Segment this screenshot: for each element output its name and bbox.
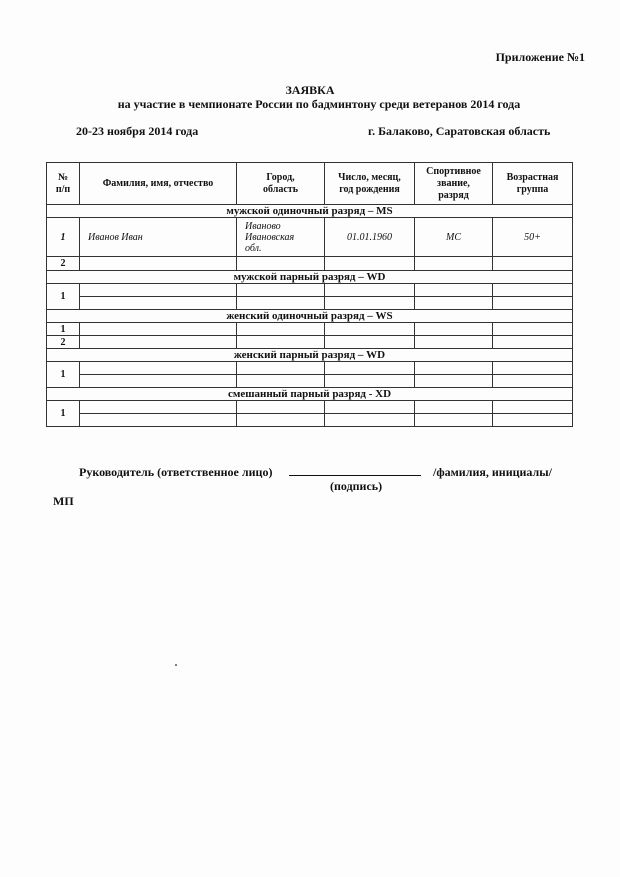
empty-cell [80, 284, 237, 297]
table-row [47, 257, 573, 271]
table-row [47, 362, 573, 375]
empty-cell [415, 401, 493, 414]
table-row [47, 323, 573, 336]
section-row-ms [47, 205, 573, 218]
table-row [47, 401, 573, 414]
empty-cell [325, 257, 415, 271]
empty-cell [237, 362, 325, 375]
empty-cell [237, 323, 325, 336]
empty-cell [237, 375, 325, 388]
table-row [47, 284, 573, 297]
section-title-ms: мужской одиночный разряд – MS [47, 205, 573, 218]
participant-name: Иванов Иван [80, 218, 237, 257]
empty-cell [237, 401, 325, 414]
empty-cell [325, 362, 415, 375]
empty-cell [325, 401, 415, 414]
row-number: 1 [47, 401, 80, 427]
column-header-city: Город, область [237, 163, 325, 205]
row-number: 1 [47, 362, 80, 388]
empty-cell [325, 297, 415, 310]
empty-cell [237, 336, 325, 349]
empty-cell [415, 414, 493, 427]
empty-cell [325, 375, 415, 388]
participant-age-group: 50+ [493, 218, 573, 257]
appendix-label: Приложение №1 [495, 50, 585, 64]
row-number: 1 [47, 218, 80, 257]
empty-cell [80, 414, 237, 427]
empty-cell [415, 336, 493, 349]
city-line: Ивановская [245, 231, 295, 243]
empty-cell [415, 257, 493, 271]
document-title: ЗАЯВКА [285, 83, 335, 97]
section-title-xd: смешанный парный разряд - XD [47, 388, 573, 401]
section-row-ws [47, 310, 573, 323]
empty-cell [80, 257, 237, 271]
row-number: 1 [47, 284, 80, 310]
scan-speck [175, 664, 177, 666]
column-header-number: № п/п [47, 163, 80, 205]
section-title-md: мужской парный разряд – WD [47, 271, 573, 284]
event-location: г. Балаково, Саратовская область [368, 124, 551, 138]
empty-cell [237, 414, 325, 427]
empty-cell [493, 257, 573, 271]
table-row [47, 414, 573, 427]
stamp-place-label: МП [53, 494, 74, 508]
empty-cell [493, 297, 573, 310]
entries-table [46, 162, 573, 427]
empty-cell [493, 284, 573, 297]
signature-caption: (подпись) [330, 479, 383, 493]
section-title-wd: женский парный разряд – WD [47, 349, 573, 362]
empty-cell [493, 375, 573, 388]
empty-cell [325, 414, 415, 427]
empty-cell [80, 401, 237, 414]
column-header-rank: Спортивное звание, разряд [415, 163, 493, 205]
section-title-ws: женский одиночный разряд – WS [47, 310, 573, 323]
section-row-wd [47, 349, 573, 362]
section-row-xd [47, 388, 573, 401]
table-row [47, 218, 573, 257]
document-subtitle: на участие в чемпионате России по бадминтону среди ветеранов 2014 года [117, 97, 521, 111]
city-line: Иваново [245, 220, 281, 232]
participant-city [237, 218, 325, 257]
table-row [47, 336, 573, 349]
signature-line [289, 475, 421, 476]
empty-cell [237, 297, 325, 310]
signer-label: Руководитель (ответственное лицо) [79, 465, 273, 479]
initials-label: /фамилия, инициалы/ [433, 465, 552, 479]
column-header-birth: Число, месяц, год рождения [325, 163, 415, 205]
empty-cell [415, 323, 493, 336]
empty-cell [325, 284, 415, 297]
empty-cell [80, 336, 237, 349]
event-dates: 20-23 ноября 2014 года [76, 124, 199, 138]
empty-cell [415, 297, 493, 310]
city-line: обл. [245, 242, 262, 254]
empty-cell [80, 297, 237, 310]
empty-cell [493, 336, 573, 349]
table-row [47, 375, 573, 388]
empty-cell [80, 323, 237, 336]
participant-rank: МС [415, 218, 493, 257]
participant-birthdate: 01.01.1960 [325, 218, 415, 257]
empty-cell [237, 257, 325, 271]
empty-cell [237, 284, 325, 297]
empty-cell [415, 284, 493, 297]
table-row [47, 297, 573, 310]
empty-cell [325, 323, 415, 336]
empty-cell [493, 414, 573, 427]
row-number: 1 [47, 323, 80, 336]
empty-cell [493, 323, 573, 336]
empty-cell [80, 362, 237, 375]
column-header-age: Возрастная группа [493, 163, 573, 205]
empty-cell [80, 375, 237, 388]
empty-cell [493, 401, 573, 414]
empty-cell [325, 336, 415, 349]
row-number: 2 [47, 257, 80, 271]
section-row-md [47, 271, 573, 284]
table-header-row [47, 163, 573, 205]
empty-cell [493, 362, 573, 375]
row-number: 2 [47, 336, 80, 349]
empty-cell [415, 362, 493, 375]
column-header-name: Фамилия, имя, отчество [80, 163, 237, 205]
empty-cell [415, 375, 493, 388]
